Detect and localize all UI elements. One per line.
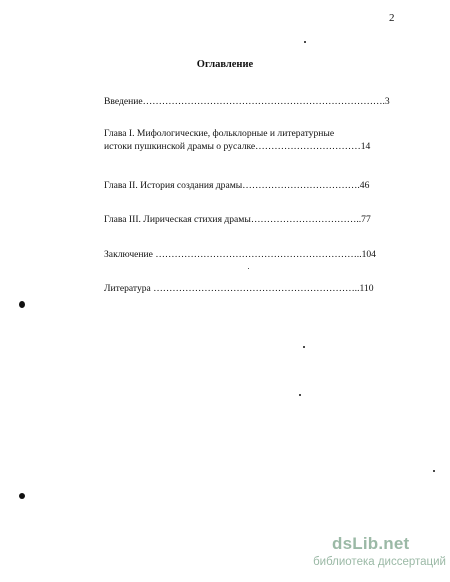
toc-entry-line: Глава II. История создания драмы……………………………….46	[104, 180, 370, 191]
scan-speck	[19, 493, 25, 499]
toc-entry-line-continued: истоки пушкинской драмы о русалке……………………………14	[104, 141, 371, 152]
toc-title: Оглавление	[196, 59, 254, 70]
toc-entry-line: Глава III. Лирическая стихия драмы……………………………..77	[104, 214, 371, 225]
toc-entry-line: Литература ………………………………………………………..110	[104, 283, 374, 294]
scan-speck	[248, 268, 249, 269]
toc-entry-conclusion	[104, 248, 394, 261]
toc-entry-literature	[104, 282, 394, 295]
scan-speck	[304, 41, 306, 43]
toc-entry-line: Глава I. Мифологические, фольклорные и литературные	[104, 128, 335, 139]
watermark-logo: dsLib.net	[332, 534, 410, 553]
scan-speck	[19, 301, 25, 308]
scan-speck	[433, 470, 435, 472]
scan-speck	[303, 346, 305, 348]
toc-entry-chapter-1	[104, 127, 394, 153]
page-number: 2	[389, 12, 395, 24]
scan-speck	[299, 394, 301, 396]
toc-entry-chapter-2	[104, 179, 394, 192]
toc-entry-chapter-3	[104, 213, 394, 226]
watermark	[300, 534, 448, 578]
toc-entry-line: Заключение ………………………………………………………..104	[104, 249, 376, 260]
toc-entry-introduction	[104, 95, 394, 108]
watermark-caption: библиотека диссертаций	[313, 556, 446, 568]
toc-entry-line: Введение………………………………………………………………….3	[104, 96, 390, 107]
